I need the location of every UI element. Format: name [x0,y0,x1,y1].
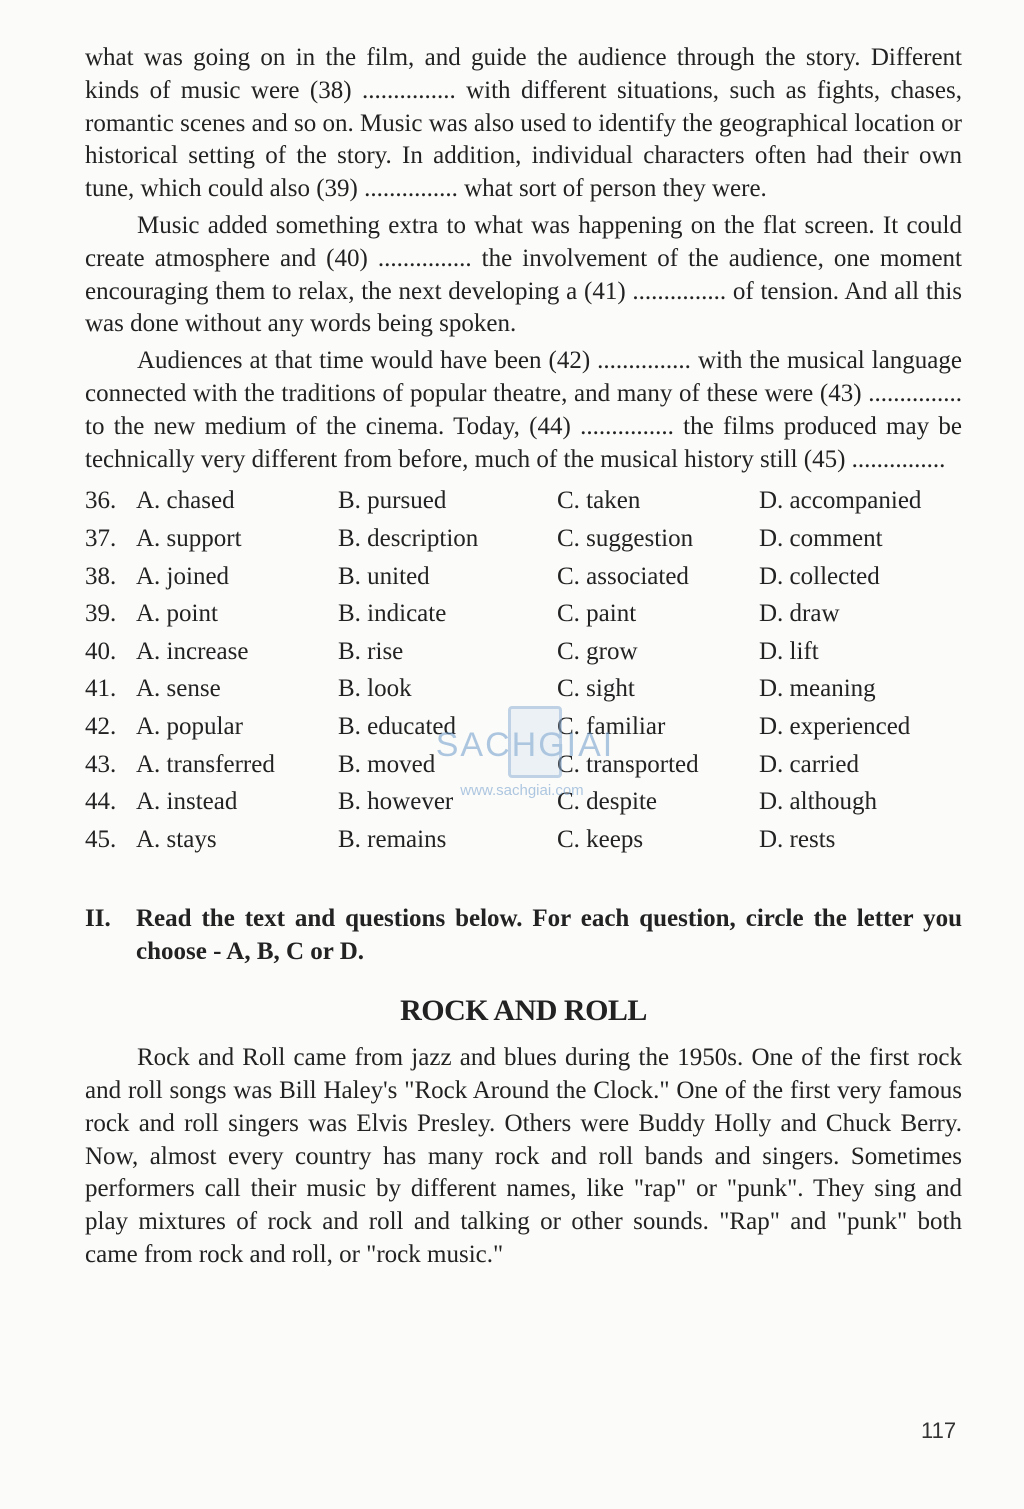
question-row [85,595,962,633]
option-b: B. moved [338,750,436,778]
option-d: D. collected [759,562,880,590]
question-row [85,746,962,784]
question-number: 44. [85,788,117,816]
option-c: C. suggestion [557,524,694,552]
question-row [85,821,962,859]
option-c: C. taken [557,487,641,515]
question-number: 38. [85,562,117,590]
passage-paragraph-2: Music added something extra to what was happening on the flat screen. It could create atmosphere and (40) ............... the involvement of the audience, one moment encouraging them to relax, the next developing a (41) ............... of tension. And all this was done without any words being spoken. [85,211,962,338]
question-row [85,633,962,671]
option-a: A. transferred [136,750,275,778]
option-a: A. chased [136,487,235,515]
option-d: D. meaning [759,675,876,703]
answer-options [85,482,962,858]
option-c: C. grow [557,637,638,665]
option-c: C. sight [557,675,635,703]
instruction-text: Read the text and questions below. For each question, circle the letter you choose - A, B, C or D. [136,905,962,966]
option-a: A. point [136,600,218,628]
question-number: 37. [85,524,117,552]
question-row [85,482,962,520]
question-number: 36. [85,487,117,515]
question-number: 45. [85,825,117,853]
page-number: 117 [921,1418,957,1443]
option-b: B. united [338,562,430,590]
option-d: D. accompanied [759,487,922,515]
passage-paragraph-1: what was going on in the film, and guide the audience through the story. Different kinds of music were (38) ............... with different situations, such as fights, chases, romantic scenes and so on. Music was also used to identify the geographical location or historical setting of the story. In addition, individual characters often had their own tune, which could also (39) ............... what sort of person they were. [85,44,962,203]
passage-title: ROCK AND ROLL [400,994,647,1028]
option-d: D. although [759,788,878,816]
option-d: D. draw [759,600,840,628]
option-d: D. carried [759,750,859,778]
option-c: C. associated [557,562,689,590]
option-b: B. pursued [338,487,447,515]
option-d: D. lift [759,637,819,665]
question-number: 42. [85,712,117,740]
option-c: C. despite [557,788,657,816]
question-row [85,708,962,746]
option-a: A. stays [136,825,217,853]
option-b: B. educated [338,712,457,740]
question-number: 39. [85,600,117,628]
option-a: A. popular [136,712,243,740]
passage-paragraph-3: Audiences at that time would have been (42) ............... with the musical language connected with the traditions of popular theatre, and many of these were (43) ............... to the new medium of the cinema. Today, (44) ............... the films produced may be technically very different from before, much of the musical history still (45) ............... [85,347,962,473]
question-number: 43. [85,750,117,778]
option-b: B. indicate [338,600,447,628]
option-c: C. keeps [557,825,644,853]
watermark-url: www.sachgiai.com [460,782,584,799]
section-number: II. [85,905,111,933]
option-b: B. description [338,524,479,552]
question-number: 41. [85,675,117,703]
option-b: B. look [338,675,412,703]
question-row [85,783,962,821]
option-c: C. transported [557,750,699,778]
option-c: C. paint [557,600,637,628]
option-d: D. rests [759,825,836,853]
option-d: D. comment [759,524,883,552]
option-a: A. sense [136,675,221,703]
option-b: B. rise [338,637,404,665]
question-number: 40. [85,637,117,665]
option-c: C. familiar [557,712,666,740]
watermark-brand: SACHGIAI [435,726,615,764]
page-content [85,42,962,1272]
option-b: B. however [338,788,454,816]
section-instruction [85,902,962,968]
rock-and-roll-passage: Rock and Roll came from jazz and blues during the 1950s. One of the first rock and roll songs was Bill Haley's "Rock Around the Clock." One of the first very famous rock and roll singers was Elvis Presley. Others were Buddy Holly and Chuck Berry. Now, almost every country has many rock and roll bands and singers. Sometimes performers call their music by different names, like "rap" or "punk". They sing and play mixtures of rock and roll and talking or other sounds. "Rap" and "punk" both came from rock and roll, or "rock music." [85,1044,962,1269]
option-d: D. experienced [759,712,911,740]
question-row [85,670,962,708]
option-a: A. increase [136,637,249,665]
option-a: A. instead [136,788,238,816]
option-b: B. remains [338,825,447,853]
question-row [85,520,962,558]
option-a: A. joined [136,562,230,590]
option-a: A. support [136,524,242,552]
question-row [85,558,962,596]
